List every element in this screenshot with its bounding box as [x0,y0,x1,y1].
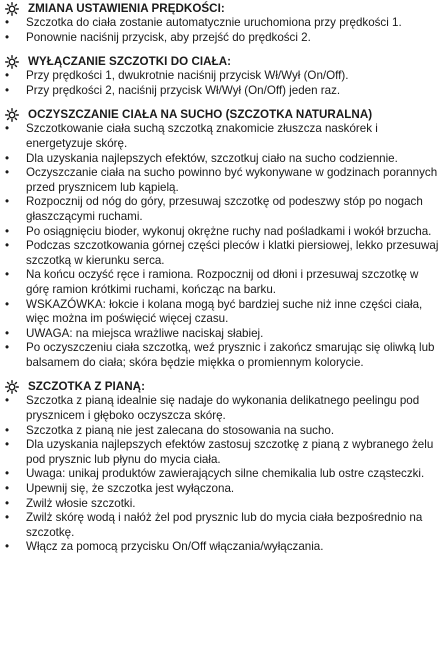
sun-icon [5,2,19,16]
list-item-text: Zwilż włosie szczotki. [26,496,136,510]
bullet-marker: • [5,122,10,136]
list-item [5,540,441,555]
list-item [5,482,441,497]
bullet-marker: • [5,326,10,340]
bullet-list [5,122,441,370]
list-item [5,122,441,151]
list-item-text: Ponownie naciśnij przycisk, aby przejść do prędkości 2. [26,30,311,44]
instruction-section [5,2,441,45]
sun-icon [5,55,19,69]
list-item [5,424,441,439]
list-item [5,394,441,423]
list-item [5,341,441,370]
list-item-text: Po osiągnięciu bioder, wykonuj okrężne ruchy nad pośladkami i wokół brzucha. [26,224,432,238]
bullet-marker: • [5,69,10,83]
bullet-list [5,394,441,555]
sun-icon [5,380,19,394]
list-item-text: Na końcu oczyść ręce i ramiona. Rozpocznij od dłoni i przesuwaj szczotkę w górę ramion krótkimi ruchami, kończąc na barku. [26,268,419,296]
section-heading [5,55,441,69]
bullet-marker: • [5,166,10,180]
list-item-text: Uwaga: unikaj produktów zawierających silne chemikalia lub ostre cząsteczki. [26,467,425,481]
list-item-text: Po oczyszczeniu ciała szczotką, weź prysznic i zakończ smarując się oliwką lub balsamem do ciała; skóra będzie miękka o promiennym kolorycie. [26,341,435,369]
list-item [5,467,441,482]
list-item-text: Przy prędkości 2, naciśnij przycisk Wł/Wył (On/Off) jeden raz. [26,83,341,97]
bullet-list [5,16,441,45]
list-item [5,166,441,195]
section-title: ZMIANA USTAWIENIA PRĘDKOŚCI: [28,2,225,15]
section-title: OCZYSZCZANIE CIAŁA NA SUCHO (SZCZOTKA NATURALNA) [28,108,373,122]
bullet-marker: • [5,297,10,311]
instruction-section [5,380,441,555]
list-item [5,298,441,327]
bullet-marker: • [5,224,10,238]
bullet-marker: • [5,496,10,510]
section-title: SZCZOTKA Z PIANĄ: [28,380,145,394]
bullet-marker: • [5,394,10,408]
list-item-text: Oczyszczanie ciała na sucho powinno być wykonywane w godzinach porannych przed prysznicem lub kąpielą. [26,166,438,194]
list-item [5,31,441,46]
bullet-marker: • [5,482,10,496]
bullet-marker: • [5,195,10,209]
list-item [5,195,441,224]
bullet-marker: • [5,16,10,29]
bullet-marker: • [5,30,10,44]
list-item [5,497,441,512]
list-item [5,69,441,84]
bullet-marker: • [5,511,10,525]
list-item-text: Szczotka z pianą idealnie się nadaje do wykonania delikatnego peelingu pod prysznicem i głęboko oczyszcza skórę. [26,394,420,423]
instruction-section [5,55,441,98]
list-item-text: Dla uzyskania najlepszych efektów, szczotkuj ciało na sucho codziennie. [26,151,398,165]
list-item-text: WSKAZÓWKA: łokcie i kolana mogą być bardziej suche niż inne części ciała, więc można im poświęcić więcej czasu. [26,297,423,326]
list-item-text: Zwilż skórę wodą i nałóż żel pod prysznic lub do mycia ciała bezpośrednio na szczotkę. [26,511,423,539]
list-item [5,438,441,467]
list-item-text: Rozpocznij od nóg do góry, przesuwaj szczotkę od podeszwy stóp po nogach głaszczącymi ruchami. [26,195,423,223]
bullet-marker: • [5,467,10,481]
list-item-text: Szczotka do ciała zostanie automatycznie uruchomiona przy prędkości 1. [26,16,402,29]
section-heading [5,2,441,16]
list-item-text: Przy prędkości 1, dwukrotnie naciśnij przycisk Wł/Wył (On/Off). [26,69,349,83]
bullet-marker: • [5,83,10,97]
list-item [5,225,441,240]
sun-icon [5,108,19,122]
section-heading [5,108,441,122]
list-item [5,16,441,31]
bullet-marker: • [5,341,10,355]
list-item [5,84,441,99]
bullet-list [5,69,441,98]
section-title: WYŁĄCZANIE SZCZOTKI DO CIAŁA: [28,55,232,69]
list-item-text: Dla uzyskania najlepszych efektów zastosuj szczotkę z pianą z wybranego żelu pod prysznic lub płynu do mycia ciała. [26,438,434,466]
section-heading [5,380,441,394]
list-item [5,511,441,540]
bullet-marker: • [5,239,10,253]
bullet-marker: • [5,438,10,452]
bullet-marker: • [5,423,10,437]
instruction-section [5,108,441,370]
list-item [5,268,441,297]
bullet-marker: • [5,151,10,165]
list-item-text: UWAGA: na miejsca wrażliwe naciskaj słabiej. [26,326,264,340]
list-item [5,239,441,268]
list-item-text: Włącz za pomocą przycisku On/Off włączania/wyłączania. [26,540,324,554]
list-item [5,327,441,342]
list-item-text: Szczotkowanie ciała suchą szczotką znakomicie złuszcza naskórek i energetyzuje skórę. [26,122,378,150]
list-item-text: Podczas szczotkowania górnej części pleców i klatki piersiowej, lekko przesuwaj szczotką w kierunku serca. [26,239,439,267]
list-item [5,152,441,167]
list-item-text: Upewnij się, że szczotka jest wyłączona. [26,482,235,496]
bullet-marker: • [5,268,10,282]
list-item-text: Szczotka z pianą nie jest zalecana do stosowania na sucho. [26,423,335,437]
bullet-marker: • [5,540,10,554]
